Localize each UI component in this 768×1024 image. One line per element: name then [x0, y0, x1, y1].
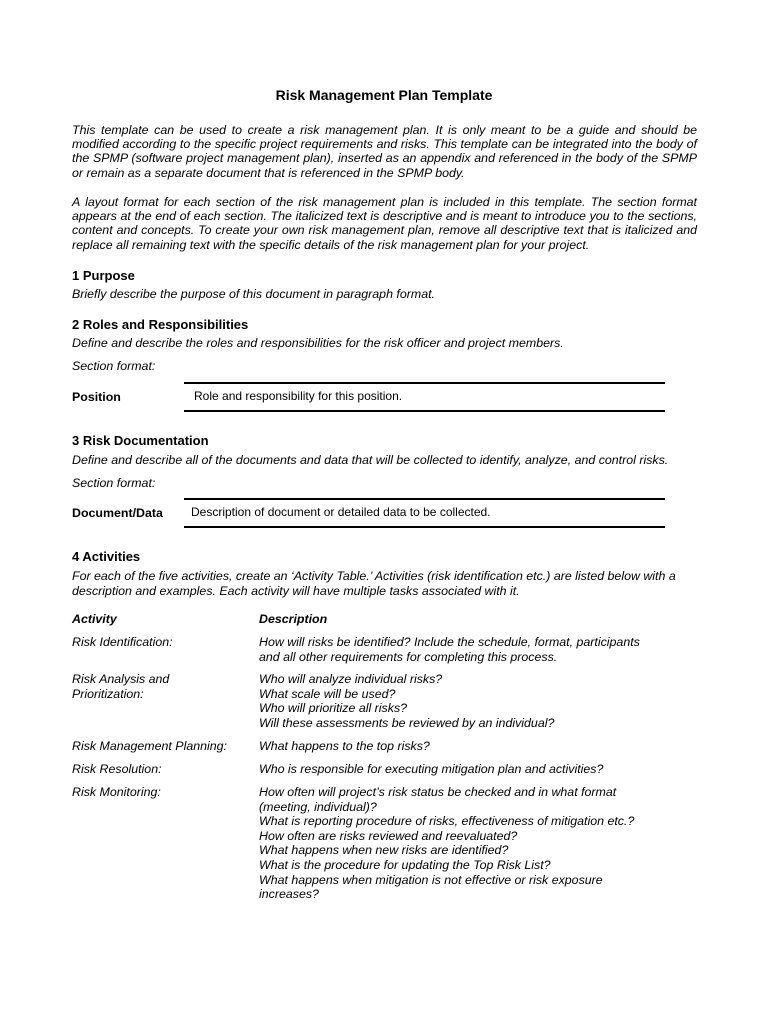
- column-header-description: Description: [259, 612, 328, 626]
- activity-description-line: What happens when new risks are identified?: [259, 843, 509, 858]
- activity-description-line: Who will analyze individual risks?: [259, 672, 443, 686]
- section-heading-purpose: 1 Purpose: [72, 268, 135, 283]
- field-label-position: Position: [72, 390, 121, 404]
- field-label-document-data: Document/Data: [72, 506, 163, 520]
- activity-description-line: Who is responsible for executing mitigation plan and activities?: [259, 762, 604, 776]
- activity-name-line: Risk Management Planning:: [72, 739, 227, 753]
- activity-description: [259, 762, 669, 777]
- section-desc-activities-line-1: For each of the five activities, create an ‘Activity Table.’ Activities (risk identification etc.) are listed below with a: [72, 569, 676, 583]
- activity-name-line: Risk Monitoring:: [72, 785, 161, 799]
- page-title: Risk Management Plan Template: [275, 87, 493, 103]
- activity-description-line: What is the procedure for updating the Top Risk List?: [259, 857, 551, 872]
- activity-description-line: How often are risks reviewed and reevaluated?: [259, 828, 518, 843]
- section-heading-activities: 4 Activities: [72, 549, 141, 564]
- format-row-document-data: [184, 498, 665, 528]
- activity-name-line: Prioritization:: [72, 686, 144, 701]
- activity-description-line: and all other requirements for completing this process.: [259, 649, 558, 664]
- activity-name-line: Risk Identification:: [72, 635, 173, 649]
- column-header-activity: Activity: [72, 612, 117, 626]
- activity-description-line: Who will prioritize all risks?: [259, 701, 408, 716]
- format-row-position: [184, 382, 665, 412]
- section-desc-purpose: Briefly describe the purpose of this document in paragraph format.: [72, 287, 435, 301]
- section-heading-roles: 2 Roles and Responsibilities: [72, 317, 249, 332]
- section-desc-activities-line-2: description and examples. Each activity will have multiple tasks associated with it.: [72, 584, 520, 598]
- section-desc-roles: Define and describe the roles and responsibilities for the risk officer and project members.: [72, 336, 564, 350]
- section-format-label-roles: Section format:: [72, 359, 156, 373]
- activity-description: [259, 739, 669, 754]
- activity-name: [72, 635, 252, 650]
- activity-description: [259, 672, 669, 730]
- activity-description-line: How often will project’s risk status be checked and in what format: [259, 785, 617, 799]
- section-desc-documentation: Define and describe all of the documents and data that will be collected to identify, analyze, and control risks.: [72, 453, 669, 467]
- activity-description-line: increases?: [259, 887, 319, 902]
- activity-description-line: (meeting, individual)?: [259, 799, 377, 814]
- activity-name-line: Risk Analysis and: [72, 672, 170, 686]
- intro-paragraph-1: This template can be used to create a risk management plan. It is only meant to be a guide and should be modified according to the specific project requirements and risks. This template can be integrated into the body of the SPMP (software project management plan), inserted as an appendix and referenced in the body of the SPMP or remain as a separate document that is referenced in the SPMP body.: [72, 123, 697, 180]
- activity-description: [259, 785, 669, 902]
- activity-description-line: How will risks be identified? Include the schedule, format, participants: [259, 635, 640, 649]
- activity-name: [72, 762, 252, 777]
- section-heading-documentation: 3 Risk Documentation: [72, 433, 209, 448]
- field-value-document-data: Description of document or detailed data to be collected.: [191, 505, 491, 519]
- activity-description-line: What is reporting procedure of risks, effectiveness of mitigation etc.?: [259, 814, 635, 829]
- activity-description-line: What happens when mitigation is not effective or risk exposure: [259, 872, 603, 887]
- field-value-position: Role and responsibility for this position.: [194, 389, 403, 403]
- activity-name: [72, 785, 252, 800]
- activity-description: [259, 635, 669, 664]
- activity-name: [72, 739, 252, 754]
- intro-paragraph-2: A layout format for each section of the risk management plan is included in this template. The section format appears at the end of each section. The italicized text is descriptive and is meant to introduce you to the sections, content and concepts. To create your own risk management plan, remove all descriptive text that is italicized and replace all remaining text with the specific details of the risk management plan for your project.: [72, 195, 697, 252]
- activity-name: [72, 672, 252, 701]
- activity-description-line: Will these assessments be reviewed by an individual?: [259, 715, 555, 730]
- activity-name-line: Risk Resolution:: [72, 762, 162, 776]
- activity-description-line: What scale will be used?: [259, 686, 396, 701]
- section-format-label-documentation: Section format:: [72, 476, 156, 490]
- activity-description-line: What happens to the top risks?: [259, 739, 430, 753]
